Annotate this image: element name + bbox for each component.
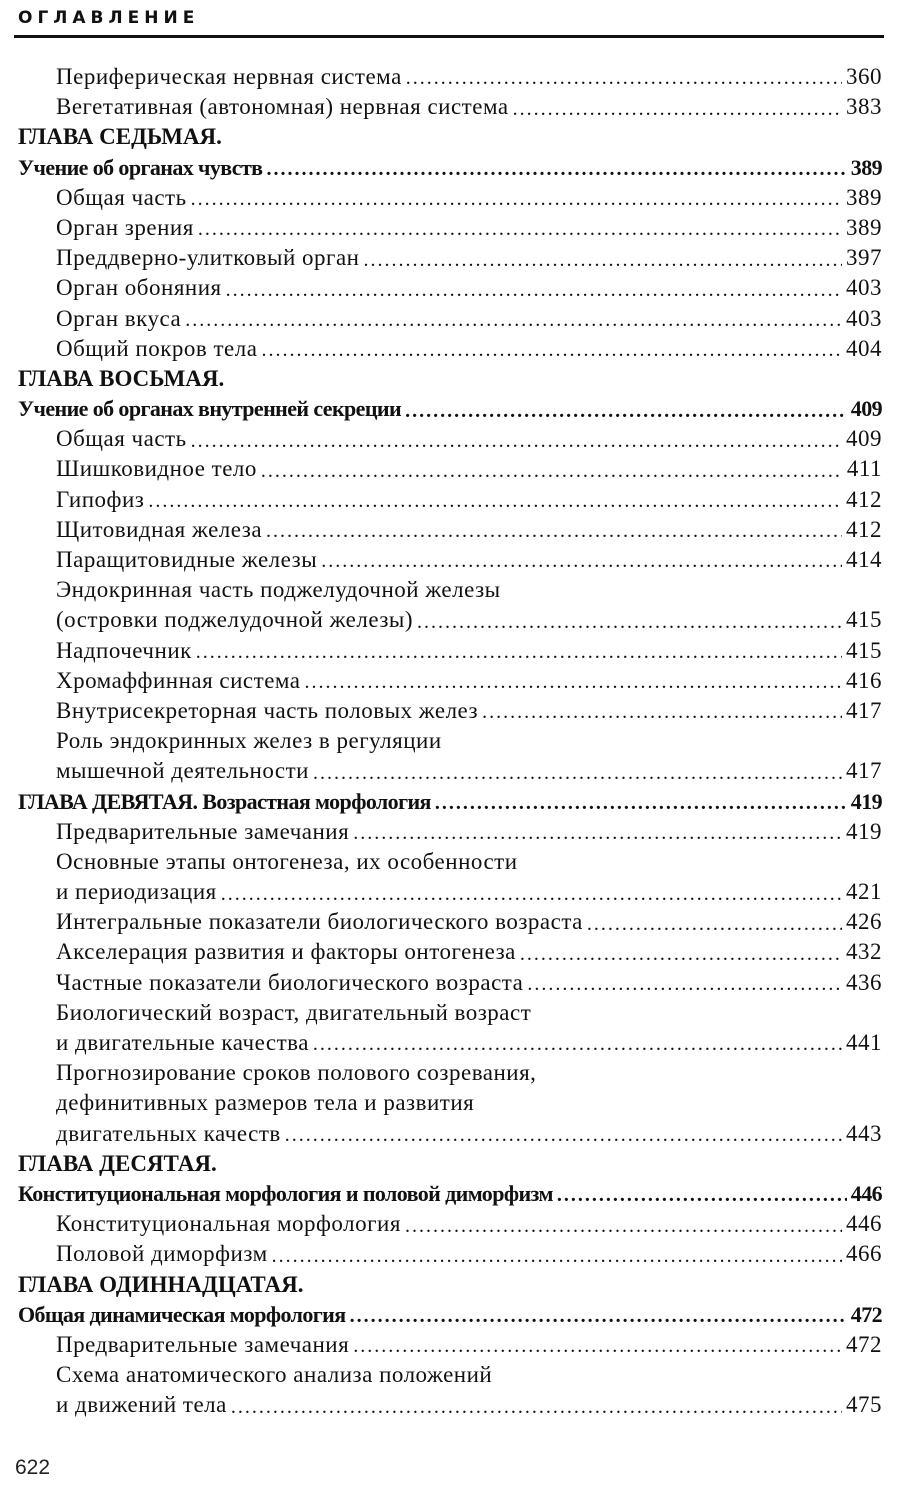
- toc-entry-title: Щитовидная железа: [56, 516, 263, 542]
- toc-entry-title: двигательных качеств: [56, 1120, 281, 1146]
- dot-leader: [482, 696, 842, 719]
- toc-entry: [0, 485, 900, 515]
- chapter-heading: [0, 1270, 900, 1300]
- toc-entry-page: 415: [846, 607, 882, 633]
- toc-entry-page: 466: [846, 1241, 882, 1267]
- toc-entry-page: 417: [846, 758, 882, 784]
- toc-entry-title: Акселерация развития и факторы онтогенеза: [56, 939, 516, 965]
- toc-entry: [0, 454, 900, 484]
- toc-entry-page: 360: [846, 64, 882, 89]
- dot-leader: [272, 1240, 842, 1263]
- dot-leader: [261, 455, 843, 478]
- toc-entry: [0, 515, 900, 545]
- toc-entry-continued: [0, 998, 900, 1028]
- toc-entry-title: Конституциональная морфология: [56, 1211, 401, 1237]
- toc-entry-page: 441: [846, 1030, 882, 1055]
- chapter-heading: [0, 122, 900, 152]
- toc-entry: [0, 304, 900, 334]
- toc-entry-title: Общая часть: [56, 426, 187, 452]
- dot-leader: [350, 1300, 847, 1322]
- toc-entry-title: Частные показатели биологического возраста: [56, 969, 524, 995]
- toc-entry-continued: [0, 1088, 900, 1118]
- chapter-page: 419: [850, 788, 882, 814]
- toc-entry: [0, 937, 900, 967]
- section-entry: [0, 153, 900, 183]
- toc-entry-page: 436: [846, 969, 882, 995]
- toc-entry-continued: [0, 847, 900, 877]
- dot-leader: [313, 757, 842, 780]
- dot-leader: [266, 153, 846, 175]
- toc-entry-page: 475: [846, 1392, 882, 1418]
- toc-entry-page: 411: [846, 456, 882, 482]
- toc-entry-page: 426: [846, 909, 882, 935]
- toc-entry-page: 416: [846, 667, 882, 693]
- dot-leader: [417, 606, 842, 629]
- toc-entry-title: Внутрисекреторная часть половых желез: [56, 697, 479, 723]
- toc-entry: [0, 243, 900, 273]
- page-number: 622: [15, 1456, 51, 1479]
- chapter-heading: [0, 1149, 900, 1179]
- chapter-title: ГЛАВА СЕДЬМАЯ.: [18, 124, 222, 150]
- toc-entry-title: Паращитовидные железы: [56, 547, 318, 572]
- dot-leader: [435, 787, 847, 809]
- toc-entry-page: 383: [846, 94, 882, 120]
- toc-entry-title: дефинитивных размеров тела и развития: [56, 1090, 475, 1116]
- section-page: 409: [850, 396, 882, 422]
- toc-entry: [0, 1028, 900, 1058]
- toc-entry: [0, 424, 900, 454]
- toc-entry-page: 417: [846, 697, 882, 723]
- chapter-heading: [0, 787, 900, 817]
- toc-entry-title: Схема анатомического анализа положений: [56, 1362, 493, 1388]
- chapter-title: ГЛАВА ДЕВЯТАЯ. Возрастная морфология: [18, 788, 431, 814]
- section-page: 446: [850, 1180, 882, 1206]
- toc-entry-continued: [0, 1360, 900, 1390]
- toc-entry-page: 432: [846, 939, 882, 965]
- toc-entry-page: 404: [846, 335, 882, 361]
- toc-entry: [0, 273, 900, 303]
- dot-leader: [587, 908, 842, 931]
- toc-entry-continued: [0, 1058, 900, 1088]
- toc-entry-title: Предварительные замечания: [56, 1331, 350, 1357]
- dot-leader: [191, 425, 842, 448]
- toc-entry-page: 415: [846, 637, 882, 663]
- section-title: Конституциональная морфология и половой диморфизм: [18, 1180, 553, 1206]
- toc-entry-title: и двигательные качества: [56, 1030, 309, 1055]
- chapter-title: ГЛАВА ДЕСЯТАЯ.: [18, 1150, 217, 1176]
- toc-entry: [0, 92, 900, 122]
- section-entry: [0, 1300, 900, 1330]
- section-title: Учение об органах внутренней секреции: [18, 396, 402, 422]
- section-entry: [0, 1179, 900, 1209]
- toc-entry: [0, 696, 900, 726]
- toc-entry: [0, 545, 900, 575]
- dot-leader: [261, 334, 842, 357]
- toc-entry: [0, 1239, 900, 1269]
- toc-entry-page: 412: [846, 486, 882, 512]
- dot-leader: [285, 1119, 842, 1142]
- toc-entry-title: Орган зрения: [56, 214, 194, 240]
- header-rule: [14, 35, 884, 38]
- dot-leader: [266, 515, 842, 538]
- dot-leader: [191, 183, 842, 206]
- dot-leader: [196, 636, 842, 659]
- toc-entry-page: 412: [846, 516, 882, 542]
- dot-leader: [405, 1210, 842, 1233]
- dot-leader: [221, 878, 842, 901]
- toc-entry-page: 389: [846, 214, 882, 240]
- dot-leader: [363, 244, 842, 267]
- dot-leader: [185, 304, 842, 327]
- toc-entry: [0, 666, 900, 696]
- toc-entry-page: 389: [846, 184, 882, 210]
- chapter-title: ГЛАВА ВОСЬМАЯ.: [18, 365, 225, 391]
- toc-entry-title: Биологический возраст, двигательный возраст: [56, 999, 532, 1025]
- section-page: 389: [850, 154, 882, 180]
- section-title: Учение об органах чувств: [18, 154, 263, 180]
- toc-entry: [0, 605, 900, 635]
- toc-entry-title: Прогнозирование сроков полового созревания,: [56, 1060, 537, 1086]
- toc-entry-page: 443: [846, 1120, 882, 1146]
- dot-leader: [148, 485, 842, 508]
- toc-entry: [0, 1390, 900, 1420]
- dot-leader: [353, 1330, 842, 1353]
- toc-entry-page: 409: [846, 426, 882, 452]
- dot-leader: [313, 1028, 842, 1051]
- toc-entry-title: Интегральные показатели биологического возраста: [56, 909, 583, 935]
- toc-entry-page: 446: [846, 1211, 882, 1237]
- toc-entry-title: Основные этапы онтогенеза, их особенности: [56, 848, 518, 874]
- dot-leader: [406, 62, 842, 85]
- section-entry: [0, 394, 900, 424]
- toc-entry-title: (островки поджелудочной железы): [56, 607, 414, 633]
- dot-leader: [405, 395, 847, 417]
- toc-entry: [0, 907, 900, 937]
- dot-leader: [231, 1391, 842, 1414]
- toc-entry: [0, 183, 900, 213]
- toc-entry-title: Роль эндокринных желез в регуляции: [56, 728, 442, 754]
- toc-entry-title: Вегетативная (автономная) нервная система: [56, 94, 509, 120]
- chapter-title: ГЛАВА ОДИННАДЦАТАЯ.: [18, 1271, 304, 1297]
- toc-entry-title: Общий покров тела: [56, 335, 258, 361]
- dot-leader: [198, 213, 842, 236]
- toc-entry: [0, 877, 900, 907]
- toc-entry-title: мышечной деятельности: [56, 758, 309, 784]
- toc-entry-page: 419: [846, 818, 882, 844]
- toc-entry-continued: [0, 575, 900, 605]
- dot-leader: [520, 938, 842, 961]
- toc-entry-title: Гипофиз: [56, 486, 145, 512]
- toc-entry: [0, 968, 900, 998]
- chapter-heading: [0, 364, 900, 394]
- toc-entry-title: Половой диморфизм: [56, 1241, 268, 1267]
- toc-entry-title: и периодизация: [56, 879, 217, 905]
- toc-entry-page: 403: [846, 305, 882, 331]
- section-page: 472: [850, 1301, 882, 1327]
- toc-entry-title: Орган вкуса: [56, 305, 182, 331]
- toc-entry-title: Орган обоняния: [56, 275, 222, 301]
- toc-entry-title: Периферическая нервная система: [56, 64, 402, 89]
- dot-leader: [226, 274, 842, 297]
- toc-entry-page: 403: [846, 275, 882, 301]
- dot-leader: [305, 666, 842, 689]
- toc-entry-title: Шишковидное тело: [56, 456, 257, 482]
- dot-leader: [527, 968, 842, 991]
- toc-entry-title: Общая часть: [56, 184, 187, 210]
- toc-entry: [0, 62, 900, 92]
- toc-entry-page: 414: [846, 547, 882, 572]
- table-of-contents: [0, 62, 900, 1420]
- running-header: ОГЛАВЛЕНИЕ: [18, 8, 200, 28]
- section-title: Общая динамическая морфология: [18, 1301, 346, 1327]
- toc-entry: [0, 636, 900, 666]
- toc-entry-title: Надпочечник: [56, 637, 192, 663]
- dot-leader: [353, 817, 842, 840]
- toc-entry-title: Предварительные замечания: [56, 818, 350, 844]
- toc-entry: [0, 1330, 900, 1360]
- toc-entry-title: Преддверно-улитковый орган: [56, 245, 360, 271]
- dot-leader: [557, 1179, 847, 1201]
- toc-entry-page: 472: [846, 1331, 882, 1357]
- toc-entry: [0, 213, 900, 243]
- toc-entry: [0, 756, 900, 786]
- dot-leader: [513, 93, 842, 116]
- toc-entry: [0, 1119, 900, 1149]
- toc-entry-page: 397: [846, 245, 882, 271]
- toc-entry: [0, 1209, 900, 1239]
- toc-entry-continued: [0, 726, 900, 756]
- toc-entry-title: Хромаффинная система: [56, 667, 301, 693]
- toc-entry-title: и движений тела: [56, 1392, 227, 1418]
- toc-entry: [0, 334, 900, 364]
- dot-leader: [321, 545, 842, 568]
- toc-entry-title: Эндокринная часть поджелудочной железы: [56, 577, 501, 603]
- toc-entry: [0, 817, 900, 847]
- toc-entry-page: 421: [846, 879, 882, 905]
